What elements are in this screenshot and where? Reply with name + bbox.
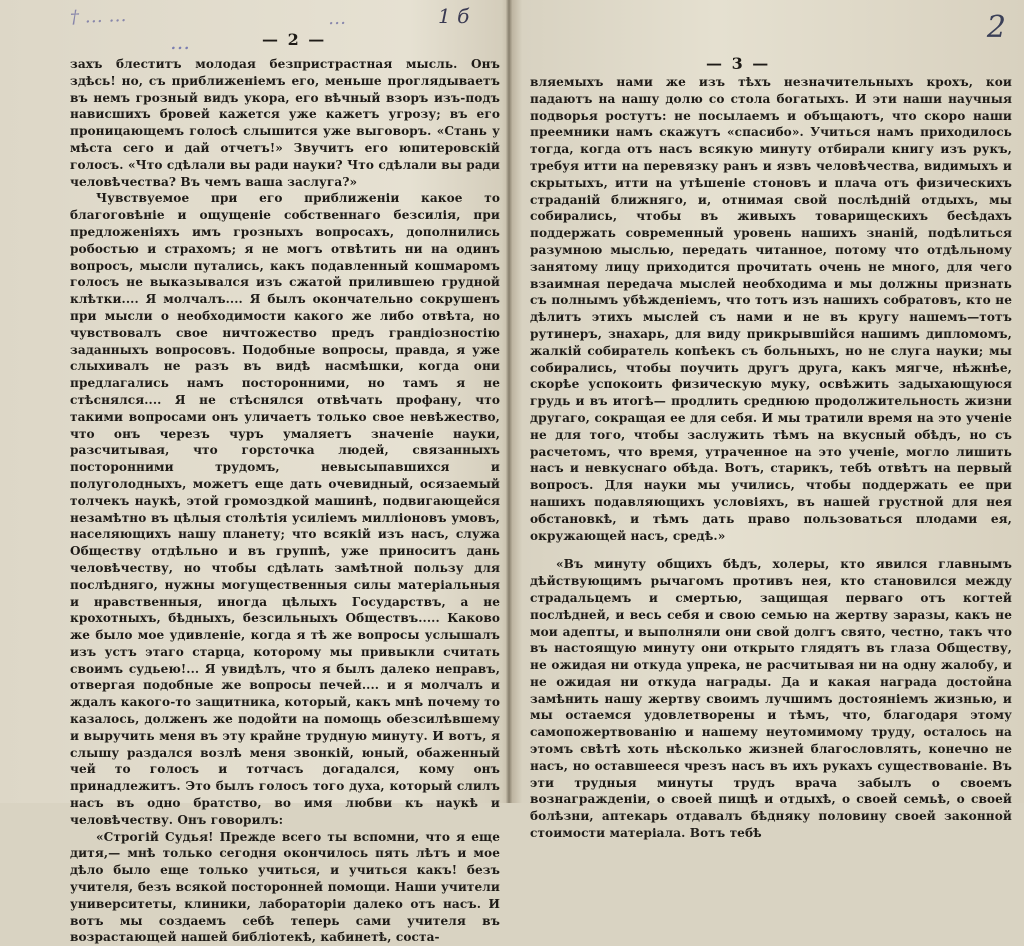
page-number-left: — 2 —: [262, 30, 327, 49]
right-page-text: [530, 74, 1012, 842]
paragraph: захъ блеститъ молодая безпристрастная мысль. Онъ здѣсь! но, съ приближеніемъ его, меньше проглядываетъ въ немъ грозный видъ укора, его вѣчный взоръ изъ-подъ нависшихъ бровей кажется уже кажетъ угрозу; въ его проницающемъ голосѣ слышится уже выговоръ. «Стань у мѣста сего и дай отчетъ!» Звучитъ его юпитеровскій голосъ. «Что сдѣлали вы ради науки? Что сдѣлали вы ради человѣчества? Въ чемъ ваша заслуга?»: [70, 57, 500, 189]
library-stamp-2: …: [327, 7, 347, 30]
paragraph: вляемыхъ нами же изъ тѣхъ незначительныхъ крохъ, кои падаютъ на нашу долю со стола богатыхъ. И эти наши научныя подворья ростутъ: не посылаемъ и объщаютъ, что скоро наши преемники намъ скажутъ «спасибо». Учиться намъ приходилось тогда, когда отъ насъ всякую минуту отбирали книгу изъ рукъ, требуя итти на перевязку ранъ и язвъ человѣчества, видимыхъ и скрытыхъ, итти на утѣшеніе стоновъ и плача отъ физическихъ страданій ближняго, и, отнимая свой послѣдній отдыхъ, мы собирались, чтобы въ живыхъ товарищескихъ бесѣдахъ поддержать современный уровень нашихъ знаній, подѣлиться разумною мыслью, передать читанное, потому что отдѣльному занятому лицу приходится прочитать очень не много, для чего взаимная передача мыслей необходима и мы должны признать съ полнымъ убѣжденіемъ, что тотъ изъ нашихъ собратовъ, кто не дѣлитъ этихъ мыслей съ нами и не въ кругу нашемъ—тотъ рутинеръ, знахарь, для виду прикрывшійся нашимъ дипломомъ, жалкій собиратель копѣекъ съ больныхъ, но не слуга науки; мы собирались, чтобы поучить другъ друга, какъ мягче, нѣжнѣе, скорѣе успокоить физическую муку, освѣжить задыхающуюся грудь и въ итогѣ— продлить среднюю продолжительность жизни другаго, сокращая ее для себя. И мы тратили время на это ученіе не для того, чтобы заслужить тѣмъ на вкусный обѣдъ, но съ расчетомъ, что время, утраченное на это ученіе, могло лишить насъ и невкуснаго обѣда. Вотъ, старикъ, тебѣ отвѣтъ на первый вопросъ. Для науки мы учились, чтобы поддержать ее при нашихъ подавляющихъ условіяхъ, въ нашей грустной для нея обстановкѣ, и тѣмъ дать право пользоваться плодами ея, окружающей насъ, средѣ.»: [530, 75, 1012, 543]
page-number-right: — 3 —: [706, 54, 771, 73]
right-page: [512, 0, 1024, 841]
paragraph: «Въ минуту общихъ бѣдъ, холеры, кто явился главнымъ дѣйствующимъ рычагомъ противъ нея, кто становился между страдальцемъ и смертью, защищая перваго отъ когтей послѣдней, и весь себя и свою семью на жертву заразы, какъ не мои адепты, и выполняли они свой долгъ свято, честно, такъ что въ настоящую минуту они открыто глядятъ въ глаза Обществу, не ожидая ни откуда упрека, не расчитывая ни на одну жалобу, и не ожидая ни откуда награды. Да и какая награда достойна замѣнить нашу жертву своимъ лучшимъ достояніемъ жизнью, и мы остаемся удовлетворены и тѣмъ, что, благодаря этому самопожертвованію и нашему неутомимому труду, осталось на этомъ свѣтѣ хоть нѣсколько жизней благословлять, конечно не насъ, но оставшееся чрезъ насъ въ ихъ рукахъ существованіе. Въ эти трудныя минуты трудъ врача забылъ о своемъ вознагражденіи, о своей пищѣ и отдыхѣ, о своей семьѣ, о своей болѣзни, аптекарь отдавалъ бѣдняку половину своей законной стоимости матеріала. Вотъ тебѣ: [530, 557, 1012, 841]
handwritten-number: 1 б: [438, 4, 470, 28]
paragraph: «Строгій Судья! Прежде всего ты вспомни, что я еще дитя,— мнѣ только сегодня окончилось пять лѣтъ и мое дѣло было еще только учиться, и учиться какъ! безъ учителя, безъ всякой посторонней помощи. Наши учители университеты, клиники, лабораторіи далеко отъ насъ. И вотъ мы создаемъ себѣ теперь сами учителя въ возрастающей нашей библіотекѣ, кабинетѣ, соста-: [70, 829, 500, 945]
left-page: [0, 0, 506, 945]
library-stamp: † … …: [69, 5, 127, 28]
corner-handwritten-number: 2: [986, 10, 1006, 45]
paragraph: Чувствуемое при его приближеніи какое то благоговѣніе и ощущеніе собственнаго безсилія, при предложеніяхъ имъ грозныхъ вопросахъ, дополнились робостью и страхомъ; я не могъ отвѣтить ни на одинъ вопросъ, мысли путались, какъ подавленный кошмаромъ голосъ не выказывался изъ сжатой прилившею грудной клѣтки.... Я молчалъ.... Я былъ окончательно сокрушенъ при мысли о необходимости какого же либо отвѣта, но чувствовалъ свое ничтожество предъ грандіозностію заданныхъ вопросовъ. Подобные вопросы, правда, я уже слыхивалъ не разъ въ видѣ насмѣшки, когда они предлагались намъ посторонними, но тамъ я не стѣснялся.... Я не стѣснялся отвѣчать профану, что такими вопросами онъ уличаетъ только свое невѣжество, что онъ черезъ чуръ умаляетъ значеніе науки, разсчитывая, что горсточка людей, связанныхъ посторонними трудомъ, невысыпавшихся и полуголодныхъ, можетъ еще дать очевидный, осязаемый толчекъ наукѣ, этой громоздкой машинѣ, подвигающейся незамѣтно въ цѣлыя столѣтія усиліемъ милліоновъ умовъ, населяющихъ нашу планету; что всякій изъ насъ, служа Обществу отдѣльно и въ группѣ, уже приноситъ дань человѣчеству, но чтобы сдѣлать замѣтной пользу для послѣдняго, нужны могущественныя силы матеріальныя и нравственныя, иногда цѣлыхъ Государствъ, а не крохотныхъ, бѣдныхъ, безсильныхъ Обществъ..... Каково же было мое удивленіе, когда я тѣ же вопросы услышалъ изъ устъ этаго старца, которому мы привыкли считать своимъ судьею!... Я увидѣлъ, что я былъ далеко неправъ, отвергая подобные же вопросы печей.... и я молчалъ и ждалъ какого-то защитника, который, какъ мнѣ почему то казалось, долженъ же подойти на помощь обезсилѣвшему и выручить меня въ эту крайне трудную минуту. И вотъ, я слышу раздался возлѣ меня звонкій, юный, обаженный чей то голосъ и тотчасъ догадался, кому онъ принадлежитъ. Это былъ голосъ того духа, который слилъ насъ въ одно братство, во имя любви къ наукѣ и человѣчеству. Онъ говорилъ:: [70, 191, 500, 827]
left-page-text: [70, 56, 500, 946]
library-stamp-3: …: [170, 30, 193, 54]
